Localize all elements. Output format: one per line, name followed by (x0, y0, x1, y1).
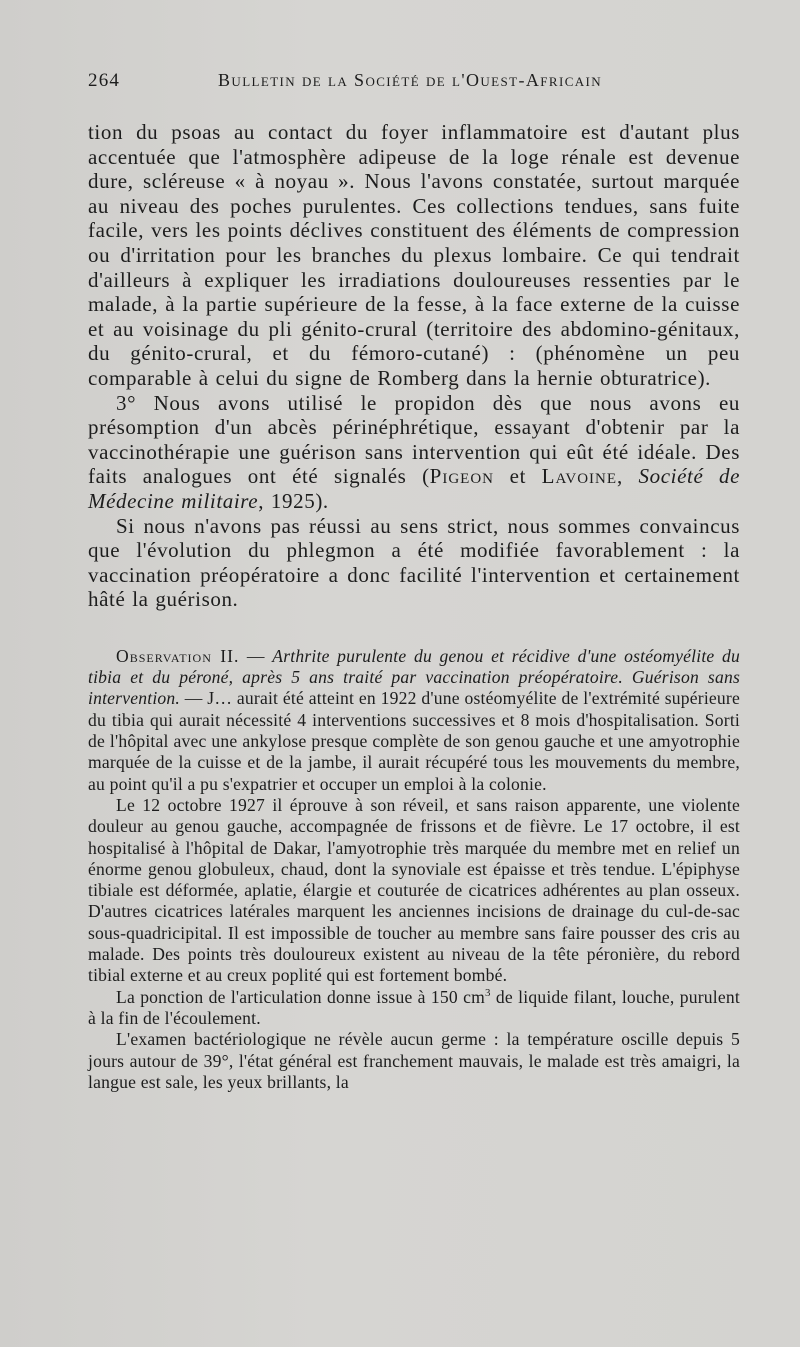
main-text (88, 120, 740, 612)
running-title: Bulletin de la Société de l'Ouest-Africain (218, 70, 603, 90)
author-name: Lavoine (541, 464, 618, 489)
observation-paragraph: L'examen bactériologique ne révèle aucun germe : la température oscille depuis 5 jours autour de 39°, l'état général est franchement mauvais, le malade est très amaigri, la langue est sale, les yeux brillants, la (88, 1029, 740, 1092)
paragraph: tion du psoas au contact du foyer inflammatoire est d'autant plus accentuée que l'atmosphère adipeuse de la loge rénale est devenue dure, scléreuse « à noyau ». Nous l'avons constatée, surtout marquée au niveau des poches purulentes. Ces collections tendues, sans fuite facile, vers les points déclives constituent des éléments de compression ou d'irritation pour les branches du plexus lombaire. Ce qui tendrait d'ailleurs à expliquer les irradiations douloureuses ressenties par le malade, à la partie supérieure de la fesse, à la face externe de la cuisse et au voisinage du pli génito-crural (territoire des abdomino-génitaux, du génito-crural, et du fémoro-cutané) : (phénomène un peu comparable à celui du signe de Romberg dans la hernie obturatrice). (88, 120, 740, 390)
page-number: 264 (88, 70, 121, 91)
author-name: Pigeon (429, 464, 495, 489)
observation-section (88, 646, 740, 1093)
paragraph: Si nous n'avons pas réussi au sens strict, nous sommes convaincus que l'évolution du phlegmon a été modifiée favorablement : la vaccination préopératoire a donc facilité l'intervention et certainement hâté la guérison. (88, 513, 740, 612)
observation-paragraph: Observation II. — Arthrite purulente du genou et récidive d'une ostéomyélite du tibia et du péroné, après 5 ans traité par vaccination préopératoire. Guérison sans intervention. — J… aurait été atteint en 1922 d'une ostéomyélite de l'extrémité supérieure du tibia qui aurait nécessité 4 interventions successives et 8 mois d'hospitalisation. Sorti de l'hôpital avec une ankylose presque complète de son genou gauche et une amyotrophie marquée de la cuisse et de la jambe, il aurait récupéré tous les mouvements du membre, au point qu'il a pu s'expatrier et occuper un emploi à la colonie. (88, 645, 740, 794)
observation-paragraph: Le 12 octobre 1927 il éprouve à son réveil, et sans raison apparente, une violente douleur au genou gauche, accompagnée de frissons et de fièvre. Le 17 octobre, il est hospitalisé à l'hôpital de Dakar, l'amyotrophie très marquée du membre met en relief un énorme genou globuleux, chaud, dont la synoviale est épaisse et très tendue. L'épiphyse tibiale est déformée, aplatie, élargie et couturée de cicatrices adhérentes au plan osseux. D'autres cicatrices latérales marquent les anciennes incisions de drainage du cul-de-sac sous-quadricipital. Il est impossible de toucher au membre sans faire pousser des cris au malade. Des points très douloureux existent au niveau de la tête péronière, du rebord tibial externe et au creux poplité qui est fortement bombé. (88, 794, 740, 986)
paragraph: 3° Nous avons utilisé le propidon dès que nous avons eu présomption d'un abcès périnéphrétique, essayant d'obtenir par la vaccinothérapie une guérison sans intervention qui eût été idéale. Des faits analogues ont été signalés (Pigeon et Lavoine, Société de Médecine militaire, 1925). (88, 390, 741, 513)
page-header (88, 70, 740, 120)
observation-paragraph: La ponction de l'articulation donne issue à 150 $cm^3$ de liquide filant, louche, purulent à la fin de l'écoulement. (88, 986, 740, 1028)
observation-title: Arthrite purulente du genou et récidive d'une ostéomyélite du tibia et du péroné, après 5 ans traité par vaccination préopératoire. Guérison sans intervention. (88, 645, 740, 709)
observation-label: Observation II. (116, 645, 240, 666)
journal-title: Société de Médecine militaire (88, 464, 741, 513)
